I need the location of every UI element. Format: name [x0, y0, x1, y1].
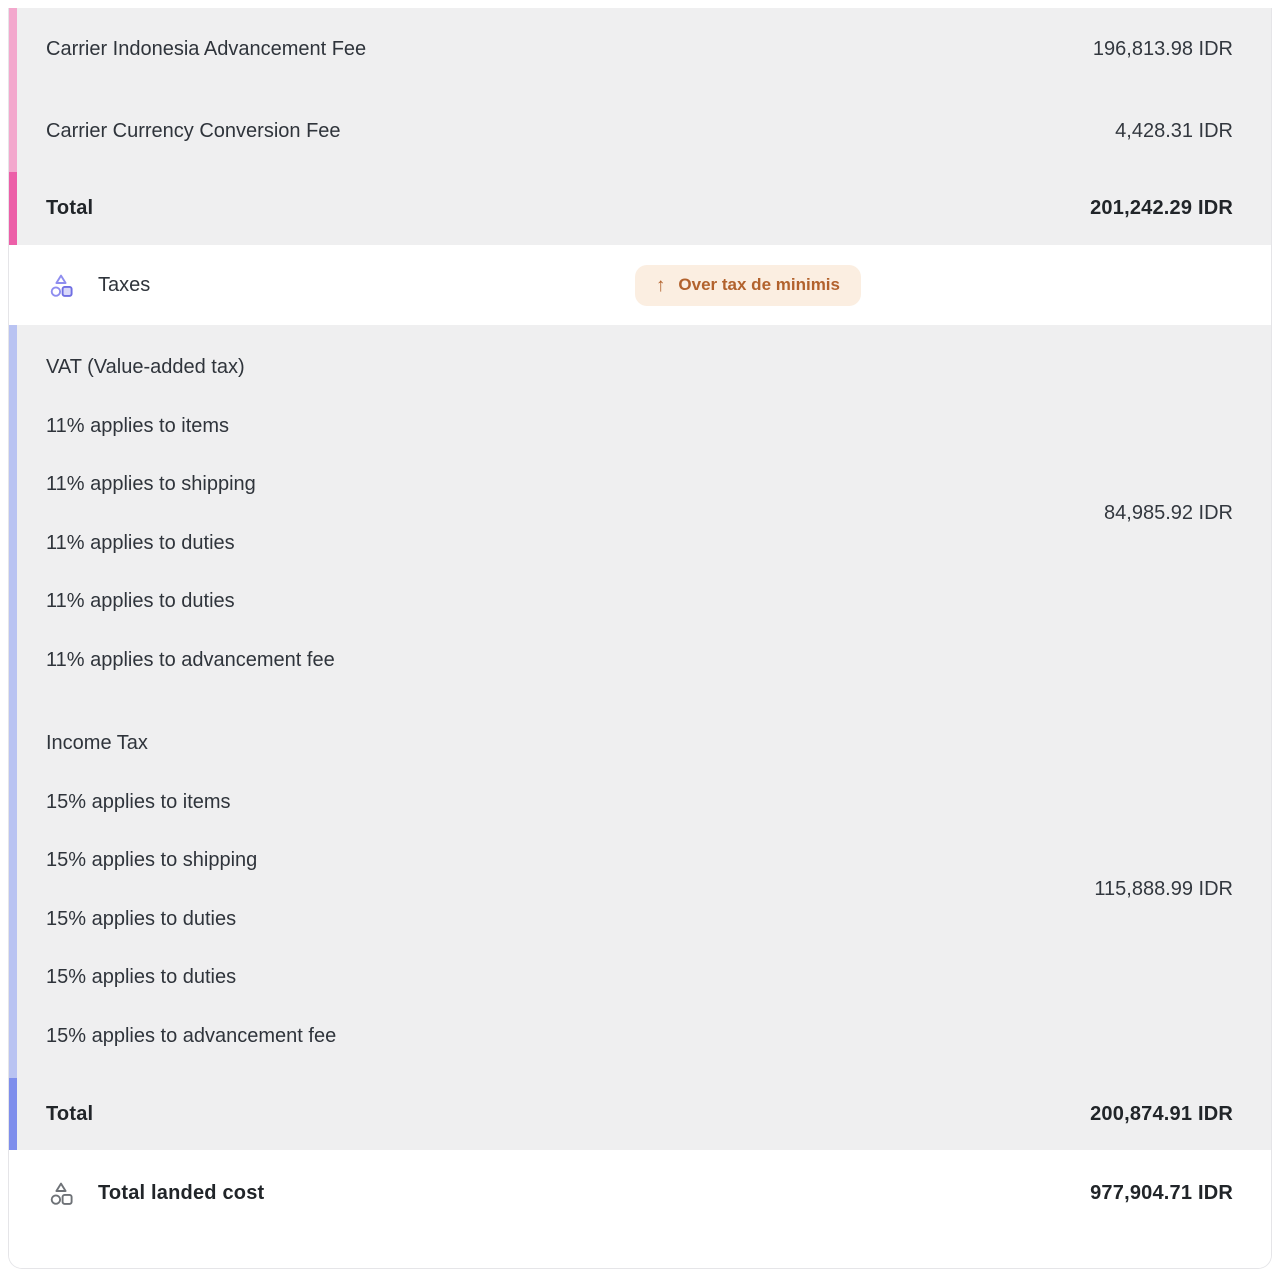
fee-label: Carrier Currency Conversion Fee: [46, 119, 341, 142]
taxes-total-label: Total: [46, 1102, 94, 1125]
tax-line: 11% applies to duties: [46, 590, 235, 612]
taxes-total-value: 200,874.91 IDR: [1090, 1102, 1233, 1125]
total-landed-cost-value: 977,904.71 IDR: [1090, 1181, 1233, 1204]
fees-total-row: [9, 172, 1271, 245]
taxes-header-row: [9, 245, 1271, 325]
tax-group-value: 115,888.99 IDR: [1094, 878, 1233, 900]
tax-group-value: 84,985.92 IDR: [1104, 502, 1233, 524]
tax-group-heading: Income Tax: [46, 732, 148, 754]
fee-row-currency-conversion: [9, 90, 1271, 172]
fees-section: [9, 8, 1271, 245]
total-landed-cost-label: Total landed cost: [98, 1181, 265, 1204]
tax-line: 11% applies to duties: [46, 531, 235, 554]
tax-group-income-tax: [46, 714, 1233, 1065]
over-de-minimis-badge: [635, 265, 861, 306]
badge-label: Over tax de minimis: [678, 275, 840, 294]
tax-group-lines: [46, 714, 336, 1065]
tax-group-heading: VAT (Value-added tax): [46, 356, 245, 378]
taxes-section-title: Taxes: [98, 273, 151, 296]
tax-line: 11% applies to advancement fee: [46, 648, 335, 671]
fee-value: 196,813.98 IDR: [1092, 37, 1233, 60]
tax-group-vat: [46, 338, 1233, 689]
taxes-total-row: [9, 1078, 1271, 1150]
tax-line: 15% applies to duties: [46, 907, 237, 930]
fee-label: Carrier Indonesia Advancement Fee: [46, 37, 367, 60]
tax-line: 15% applies to advancement fee: [46, 1024, 337, 1047]
landed-cost-breakdown-card: [8, 8, 1272, 1269]
tax-line: 11% applies to items: [46, 414, 230, 437]
arrow-up-icon: ↑: [655, 274, 666, 296]
taxes-detail-section: [9, 325, 1271, 1078]
tax-group-lines: [46, 338, 335, 689]
fees-total-value: 201,242.29 IDR: [1090, 197, 1233, 219]
shapes-icon: [49, 1180, 73, 1206]
tax-line: 11% applies to shipping: [46, 473, 256, 495]
fee-value: 4,428.31 IDR: [1115, 119, 1233, 142]
shapes-icon: [49, 272, 73, 298]
tax-line: 15% applies to items: [46, 790, 231, 813]
card-bottom-padding: [9, 1236, 1271, 1268]
fees-total-label: Total: [46, 197, 94, 219]
fee-row-advancement: [9, 8, 1271, 90]
tax-line: 15% applies to shipping: [46, 849, 258, 871]
total-landed-cost-row: [9, 1150, 1271, 1236]
tax-line: 15% applies to duties: [46, 966, 237, 988]
